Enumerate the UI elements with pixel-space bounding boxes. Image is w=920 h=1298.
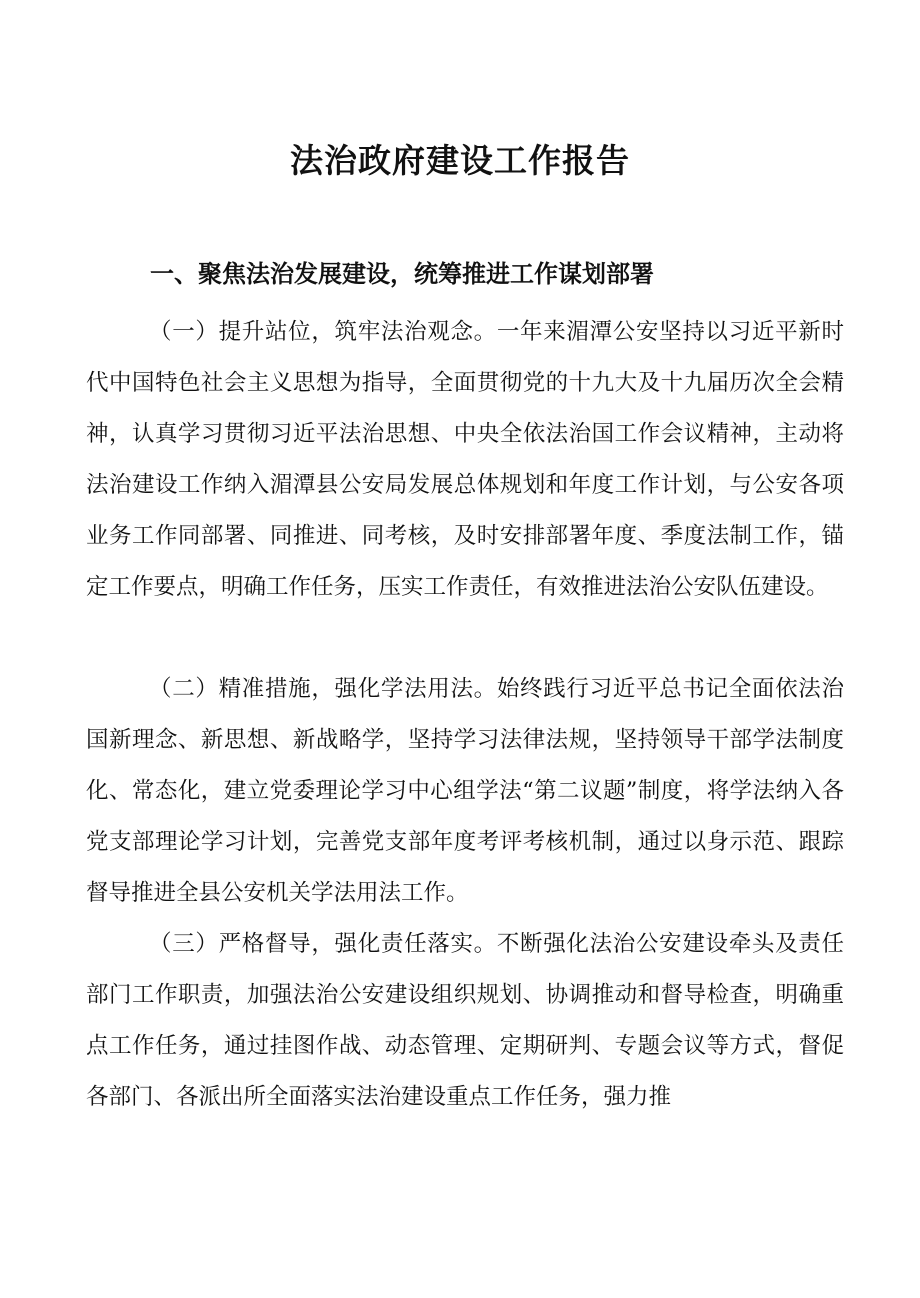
paragraph: （二）精准措施，强化学法用法。始终践行习近平总书记全面依法治国新理念、新思想、新战略学，坚持学习法律法规，坚持领导干部学法制度化、常态化，建立党委理论学习中心组学法“第二议题”制度，将学法纳入各党支部理论学习计划，完善党支部年度考评考核机制，通过以身示范、跟踪督导推进全县公安机关学法用法工作。 xyxy=(86,676,844,906)
paragraph: （一）提升站位，筑牢法治观念。一年来湄潭公安坚持以习近平新时代中国特色社会主义思想为指导，全面贯彻党的十九大及十九届历次全会精神，认真学习贯彻习近平法治思想、中央全依法治国工作会议精神，主动将法治建设工作纳入湄潭县公安局发展总体规划和年度工作计划，与公安各项业务工作同部署、同推进、同考核，及时安排部署年度、季度法制工作，锚定工作要点，明确工作任务，压实工作责任，有效推进法治公安队伍建设。 xyxy=(86,319,844,600)
section-heading: 一、聚焦法治发展建设，统筹推进工作谋划部署 xyxy=(150,260,654,288)
paragraph: （三）严格督导，强化责任落实。不断强化法治公安建设牵头及责任部门工作职责，加强法治公安建设组织规划、协调推动和督导检查，明确重点工作任务，通过挂图作战、动态管理、定期研判、专题会议等方式，督促各部门、各派出所全面落实法治建设重点工作任务，强力推 xyxy=(86,931,844,1110)
document-title: 法治政府建设工作报告 xyxy=(290,141,630,180)
